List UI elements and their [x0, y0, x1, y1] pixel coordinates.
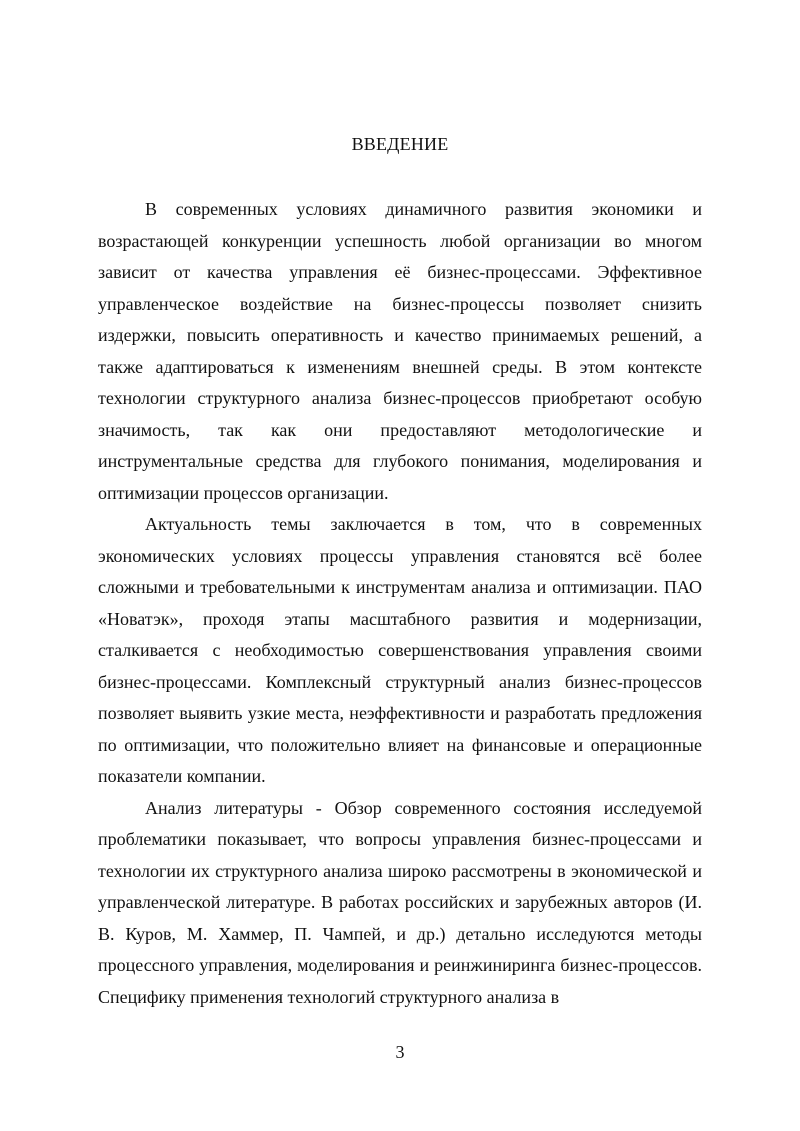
paragraph-intro: В современных условиях динамичного развития экономики и возрастающей конкуренции успешность любой организации во многом зависит от качества управления её бизнес-процессами. Эффективное управленческое воздействие на бизнес-процессы позволяет снизить издержки, повысить оперативность и качество принимаемых решений, а также адаптироваться к изменениям внешней среды. В этом контексте технологии структурного анализа бизнес-процессов приобретают особую значимость, так как они предоставляют методологические и инструментальные средства для глубокого понимания, моделирования и оптимизации процессов организации. [98, 199, 702, 503]
section-heading: ВВЕДЕНИЕ [351, 134, 449, 154]
paragraph-relevance: Актуальность темы заключается в том, что в современных экономических условиях процессы управления становятся всё более сложными и требовательными к инструментам анализа и оптимизации. ПАО «Новатэк», проходя этапы масштабного развития и модернизации, сталкивается с необходимостью совершенствования управления своими бизнес-процессами. Комплексный структурный анализ бизнес-процессов позволяет выявить узкие места, неэффективности и разработать предложения по оптимизации, что положительно влияет на финансовые и операционные показатели компании. [98, 514, 702, 786]
paragraph-literature: Анализ литературы - Обзор современного состояния исследуемой проблематики показывает, что вопросы управления бизнес-процессами и технологии их структурного анализа широко рассмотрены в экономической и управленческой литературе. В работах российских и зарубежных авторов (И. В. Куров, М. Хаммер, П. Чампей, и др.) детально исследуются методы процессного управления, моделирования и реинжиниринга бизнес-процессов. Специфику применения технологий структурного анализа в [98, 797, 702, 1007]
page-number: 3 [395, 1042, 405, 1062]
body-text [98, 194, 702, 1013]
